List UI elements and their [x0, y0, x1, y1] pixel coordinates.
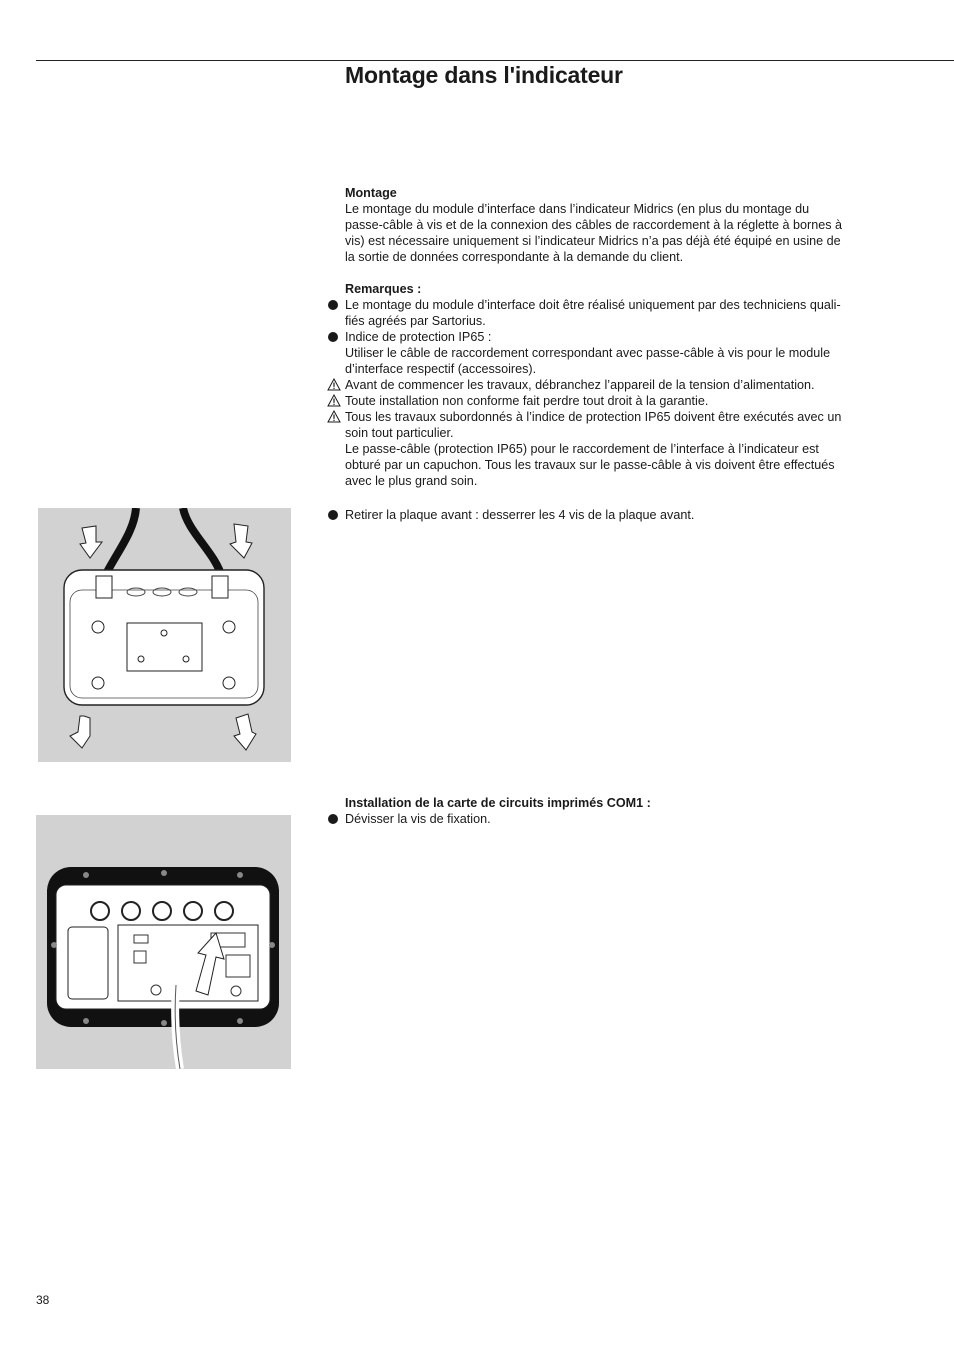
- remark-line: d’interface respectif (accessoires).: [345, 362, 537, 376]
- montage-heading: Montage: [345, 186, 397, 200]
- page-title: Montage dans l'indicateur: [345, 62, 623, 88]
- bullet-icon: [328, 510, 338, 520]
- bullet-icon: [328, 814, 338, 824]
- step1-item: [345, 507, 875, 523]
- warning-triangle-icon: [327, 394, 341, 407]
- warning-line: soin tout particulier.: [345, 426, 454, 440]
- warning-line: Toute installation non conforme fait perdre tout droit à la garantie.: [345, 394, 709, 408]
- warning-item: [345, 393, 875, 409]
- step2-text: Dévisser la vis de fixation.: [345, 812, 491, 826]
- front-plate-figure: [38, 508, 291, 762]
- page-number: 38: [36, 1293, 50, 1307]
- montage-line: passe-câble à vis et de la connexion des câbles de raccordement à la réglette à bornes à: [345, 218, 843, 232]
- step2-item: [345, 811, 875, 827]
- warning-line: avec le plus grand soin.: [345, 474, 478, 488]
- warning-line: Tous les travaux subordonnés à l’indice de protection IP65 doivent être exécutés avec un: [345, 410, 842, 424]
- bullet-icon: [328, 300, 338, 310]
- step2-heading: Installation de la carte de circuits imprimés COM1 :: [345, 796, 651, 810]
- warning-line: Le passe-câble (protection IP65) pour le raccordement de l’interface à l’indicateur est: [345, 442, 819, 456]
- montage-section: [345, 185, 875, 489]
- warning-line: Avant de commencer les travaux, débranchez l’appareil de la tension d’alimentation.: [345, 378, 815, 392]
- remark-line: Utiliser le câble de raccordement correspondant avec passe-câble à vis pour le module: [345, 346, 831, 360]
- remark-item: [345, 329, 875, 377]
- step1-section: [345, 507, 875, 523]
- montage-line: la sortie de données correspondante à la demande du client.: [345, 250, 684, 264]
- warning-line: obturé par un capuchon. Tous les travaux sur le passe-câble à vis doivent être effectués: [345, 458, 835, 472]
- montage-line: vis) est nécessaire uniquement si l’indicateur Midrics n’a pas déjà été équipé en usine de: [345, 234, 841, 248]
- remarques-heading: Remarques :: [345, 282, 422, 296]
- montage-line: Le montage du module d’interface dans l’indicateur Midrics (en plus du montage du: [345, 202, 810, 216]
- warning-triangle-icon: [327, 378, 341, 391]
- remark-line: fiés agréés par Sartorius.: [345, 314, 486, 328]
- warning-triangle-icon: [327, 410, 341, 423]
- remark-line: Indice de protection IP65 :: [345, 330, 492, 344]
- bullet-icon: [328, 332, 338, 342]
- top-rule: [36, 60, 954, 61]
- warning-item: [345, 377, 875, 393]
- step2-section: [345, 795, 875, 827]
- warning-item: [345, 409, 875, 489]
- step1-text: Retirer la plaque avant : desserrer les 4 vis de la plaque avant.: [345, 508, 695, 522]
- remark-line: Le montage du module d’interface doit être réalisé uniquement par des techniciens quali-: [345, 298, 841, 312]
- remark-item: [345, 297, 875, 329]
- circuit-board-figure: [36, 815, 291, 1069]
